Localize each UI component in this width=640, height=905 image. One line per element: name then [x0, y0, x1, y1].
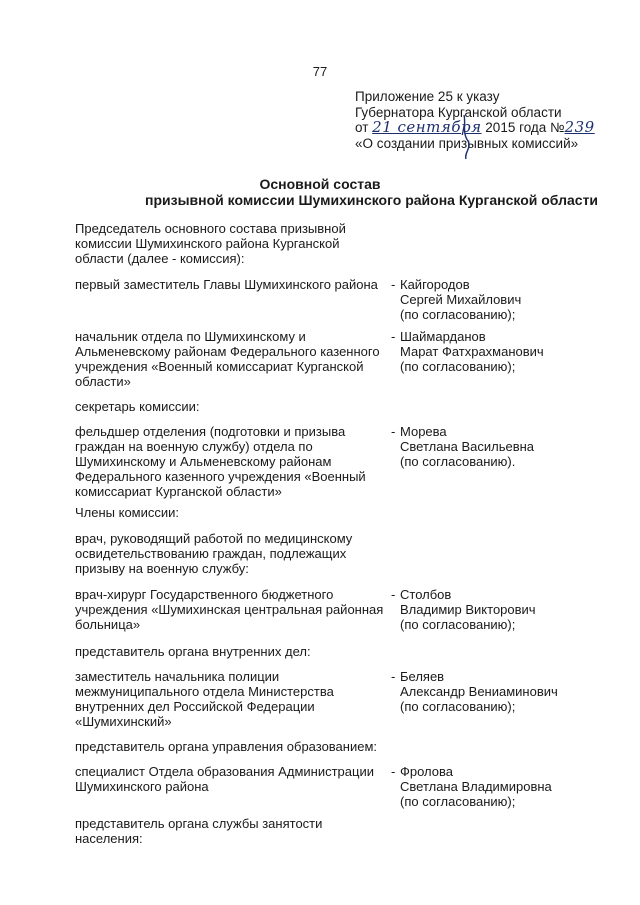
section-doctor-heading: врач, руководящий работой по медицинскому освидетельствованию граждан, подлежащих призыву на военную службу:	[75, 531, 353, 576]
member-surname: Морева	[400, 424, 447, 439]
member-note: (по согласованию);	[400, 699, 516, 714]
appendix-header	[355, 89, 625, 151]
appendix-line-1: Приложение 25 к указу	[355, 89, 500, 104]
member-surname: Шаймарданов	[400, 329, 486, 344]
signature-mark	[454, 113, 484, 161]
appendix-line-2: Губернатора Курганской области	[355, 104, 562, 120]
dash: -	[391, 587, 396, 602]
section-employment-heading: представитель органа службы занятости населения:	[75, 816, 323, 846]
position-department-head: начальник отдела по Шумихинскому и Альменевскому районам Федерального казенного учреждения «Военный комиссариат Курганской области»	[75, 329, 380, 389]
section-police-heading: представитель органа внутренних дел:	[75, 644, 311, 659]
position-education-specialist: специалист Отдела образования Администрации Шумихинского района	[75, 764, 374, 794]
appendix-line-4: «О создании призывных комиссий»	[355, 135, 579, 151]
handwritten-date: 21 сентября	[372, 118, 482, 136]
dash: -	[391, 764, 396, 779]
member-given-name: Александр Вениаминович	[400, 684, 558, 699]
year-text: 2015 года №	[485, 120, 565, 135]
member-surname: Фролова	[400, 764, 454, 779]
member-note: (по согласованию);	[400, 794, 516, 809]
appendix-line-3	[355, 120, 625, 136]
member-surname: Беляев	[400, 669, 445, 684]
date-prefix: от	[355, 120, 369, 135]
member-given-name: Марат Фатхрахманович	[400, 344, 544, 359]
document-title: Основной состав	[259, 176, 381, 192]
section-education-heading: представитель органа управления образованием:	[75, 739, 378, 754]
member-surname: Кайгородов	[400, 277, 470, 292]
section-chairman-heading: Председатель основного состава призывной комиссии Шумихинского района Курганской области (далее - комиссия):	[75, 221, 346, 266]
handwritten-number: 239	[564, 118, 595, 136]
section-secretary-heading: секретарь комиссии:	[75, 399, 200, 414]
member-given-name: Светлана Владимировна	[400, 779, 552, 794]
page-number: 77	[312, 64, 328, 79]
member-surname: Столбов	[400, 587, 452, 602]
member-note: (по согласованию);	[400, 359, 516, 374]
dash: -	[391, 277, 396, 292]
member-stolbov	[391, 587, 621, 632]
dash: -	[391, 329, 396, 344]
member-note: (по согласованию);	[400, 617, 516, 632]
dash: -	[391, 424, 396, 439]
position-police-deputy: заместитель начальника полиции межмуниципального отдела Министерства внутренних дел Российской Федерации «Шумихинский»	[75, 669, 334, 729]
member-note: (по согласованию);	[400, 307, 516, 322]
position-paramedic: фельдшер отделения (подготовки и призыва граждан на военную службу) отдела по Шумихинскому и Альменевскому районам Федерального казенного учреждения «Военный комиссариат Курганской области»	[75, 424, 366, 499]
member-kaigorodov	[391, 277, 621, 322]
document-subtitle: призывной комиссии Шумихинского района Курганской области	[145, 192, 599, 208]
member-moreva	[391, 424, 621, 469]
dash: -	[391, 669, 396, 684]
member-belyaev	[391, 669, 621, 714]
position-surgeon: врач-хирург Государственного бюджетного учреждения «Шумихинская центральная районная больница»	[75, 587, 384, 632]
member-note: (по согласованию).	[400, 454, 516, 469]
member-given-name: Владимир Викторович	[400, 602, 536, 617]
position-first-deputy: первый заместитель Главы Шумихинского района	[75, 277, 378, 292]
member-given-name: Светлана Васильевна	[400, 439, 535, 454]
member-frolova	[391, 764, 621, 809]
section-members-heading: Члены комиссии:	[75, 505, 180, 520]
member-given-name: Сергей Михайлович	[400, 292, 522, 307]
member-shaimardanov	[391, 329, 621, 374]
